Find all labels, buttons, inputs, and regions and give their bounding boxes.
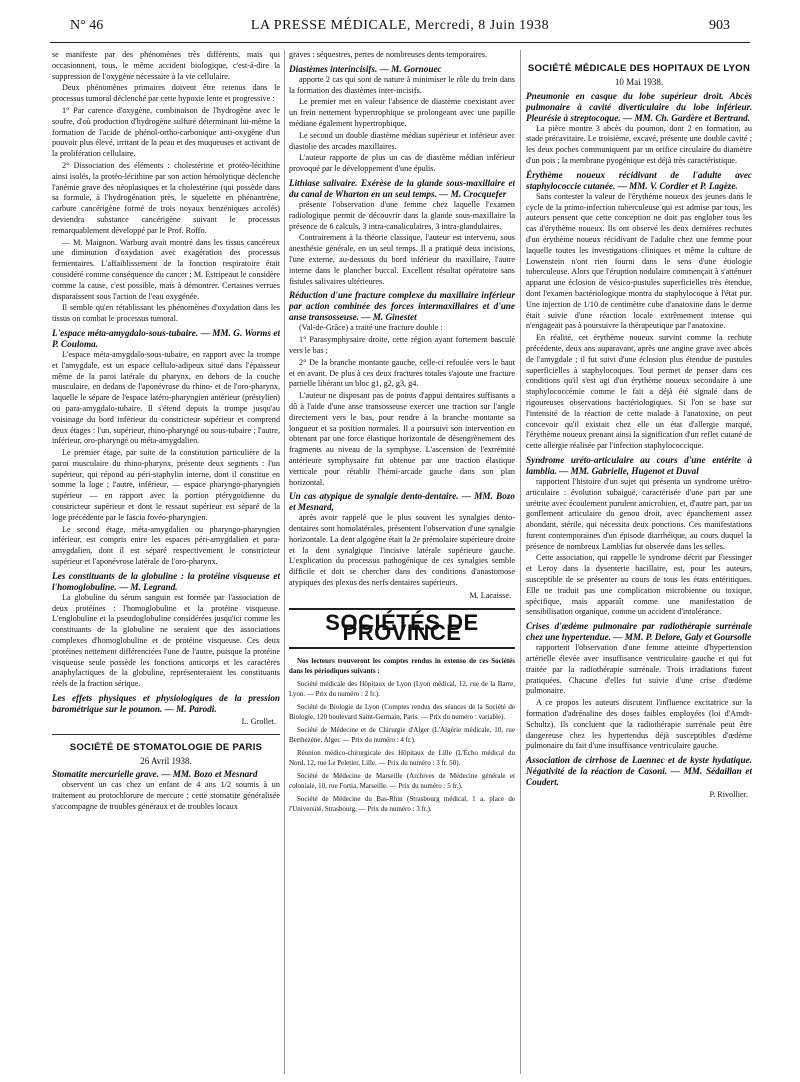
notice-item: Société de Médecine du Bas-Rhin (Strasbourg médical, 1 a, place de l'Université, Strasbourg. — Prix du numéro : 3 fr.). <box>289 795 515 813</box>
section-heading: Un cas atypique de synalgie dento-dentaire. — MM. Bozo et Mesnard, <box>289 491 515 513</box>
paragraph: Le premier met en valeur l'absence de diastème coexistant avec un frein nettement hypertrophique se prolongeant avec une papille médiane également hypertrophique. <box>289 97 515 128</box>
section-heading: Association de cirrhose de Laennec et de kyste hydatique. Négativité de la réaction de Casoni. — MM. Sédaillan et Coudert. <box>526 755 752 788</box>
paragraph: L'espace méta-amygdalo-sous-tubaire, en rapport avec la trompe et l'amygdale, est un espace cellulo-adipeux situé dans l'épaisseur même de la paroi latérale du pharynx, en dehors de la couche musculaire, en dedans de l'aponévrose du rhino- et de l'oro-pharynx, laquelle le sépare de l'espace latéro-pharyngien antérieur (préstylien) ou para-amygdalo-tubaire. Il s'étend depuis la trompe jusqu'au voisinage du bord inférieur du constricteur supérieur et comprend deux étages : l'un, supérieur, rhino-pharyngé ou sous-tubaire ; l'autre, inférieur, oro-pharyngé ou méta-amygdalien. <box>52 349 280 446</box>
paragraph: Contrairement à la théorie classique, l'auteur est intervenu, sous anesthésie générale, en un seul temps. Il a pratiqué deux incisions, l'une externe, au-dessous du bord inférieur du maxillaire, l'autre interne dans le plancher buccal. Excellent résultat opératoire sans fistules salivaires ultérieures. <box>289 233 515 286</box>
paragraph: observent un cas chez un enfant de 4 ans 1/2 soumis à un traitement au protochlorure de mercure ; cette stomatite généralisée s'accompagne de troubles généraux et de troubles locaux <box>52 780 280 812</box>
session-date: 26 Avril 1938. <box>140 755 192 766</box>
signature: L. Grollet. <box>241 717 276 727</box>
paragraph: après avoir rappelé que le plus souvent les synalgies dento-dentaires sont homolatérales, présentent l'observation d'une synalgie horizontale. La dent algogène était la 2e prémolaire supérieure droite et la dent synalgique l'incisive latérale supérieure gauche. L'explication du processus pathogénique de ces synalgies semble difficile et doit se chercher dans des conditions d'anastomose atypiques des plexus des nerfs dentaires supérieurs. <box>289 513 515 588</box>
signature: M. Lacaisse. <box>469 590 511 600</box>
paragraph: La pièce montre 3 abcès du poumon, dont 2 en formation, au stade précavitaire. Le troisième, excavé, présente une double cavité ; les deux poches communiquent par un orifice circulaire du diamètre d'un pois ; la membrane pyogénique est déjà très caractéristique. <box>526 123 752 165</box>
paragraph: L'auteur ne disposant pas de points d'appui dentaires suffisants a dû à l'aide d'une anse transosseuse exercer une traction sur l'angle directement vers le bas, pour rendre à la branche montante sa longueur et sa position normales. Il a poursuivi son intervention en obtenant par une force élastique horizontale de désengrènement des fragments au niveau de la symphyse. L'ascension de l'extrémité antérieure symphysaire fut obtenue par une traction élastique verticale pour rétablir l'hémi-arcade gauche dans son plan horizontal. <box>289 391 515 487</box>
paragraph: rapportent l'histoire d'un sujet qui présenta un syndrome urétro-articulaire : évolution subaiguë, caractérisée d'une part par une urétrite avec écoulement purulent amicrobien, et, d'autre part, par un gonflement articulaire du genou droit, avec épanchement assez abondant, stérile, qui nécessita deux ponctions. Ces manifestations furent contemporaines d'un épisode diarrhéique, au cours duquel la présence de nombreux Lamblias fut observée dans les selles. <box>526 476 752 551</box>
society-title: SOCIÉTÉ DE STOMATOLOGIE DE PARIS <box>69 741 263 753</box>
section-heading: Crises d'œdème pulmonaire par radiothérapie surrénale chez une hypertendue. — MM. P. Delore, Galy et Goursolle <box>526 621 752 643</box>
paragraph: apporte 2 cas qui sont de nature à minimiser le rôle du frein dans la formation des diastèmes inter-incisifs. <box>289 74 515 95</box>
paragraph: graves : séquestres, pertes de nombreuses dents temporaires. <box>289 50 488 59</box>
paragraph: L'auteur rapporte de plus un cas de diastème médian inférieur provoqué par le développement d'une épulis. <box>289 153 515 174</box>
notice-intro: Nos lecteurs trouveront les comptes rendus in extenso de ces Sociétés dans les périodiques suivants : <box>289 657 515 675</box>
notice-item: Société de Médecine de Marseille (Archives de Médecine générale et coloniale, 10, rue Fortia, Marseille. — Prix du numéro : 5 fr.). <box>289 772 515 790</box>
column-2 <box>289 50 515 1080</box>
section-heading: Diastèmes interincisifs. — M. Gornouec <box>289 63 442 74</box>
paragraph: présente l'observation d'une femme chez laquelle l'examen radiologique permit de découvrir dans la glande sous-maxillaire la présence de 6 calculs, 3 intra-canaliculaires, 3 intra-glandulaires. <box>289 199 515 231</box>
paragraph: Sans contester la valeur de l'érythème noueux des jeunes dans le cycle de la primo-infection tuberculeuse qui est admise par tous, les auteurs pensent que cette conception ne doit pas englober tous les cas d'érythème noueux. Ils ont observé les deux dernières rechutes d'un érythème noueux récidivant de l'adulte chez une femme pour laquelle toutes les investigations cliniques et même la culture de Lowenstein n'ont rien fourni dans le sens d'une étiologie tuberculeuse. Alors que l'éruption nodulaire commençait à s'atténuer apparut une éclosion de vésico-pustules superficielles très étendue, dont l'examen bactériologique montra du staphylocoque à l'état pur. Une injection de 1/10 de centimètre cube d'anatoxine dans le derme était suivie d'une réaction locale extrêmement intense qui n'engageait pas à poursuivre la thérapeutique par l'anatoxine. <box>526 191 752 331</box>
page-header <box>70 18 730 38</box>
section-heading: Érythème noueux récidivant de l'adulte avec staphylococcie cutanée. — MM. V. Cordier et P. Lagèze. <box>526 169 752 191</box>
issue-number: N° 46 <box>70 18 104 33</box>
paragraph: La globuline du sérum sanguin est formée par l'association de deux protéines : l'homoglobuline et la protéine visqueuse. L'englobuline et la pseudoglobuline considérées jusqu'ici comme les constituants de la globuline ne seraient que des associations complexes d'homoglobuline et de protéine visqueuse. Ces deux protéines nettement différenciées l'une de l'autre, puisque la protéine visqueuse seule possède les fonctions anticorps et les caractères anaphylactiques de la globuline, représenteraient les constituants réels de la fraction sérique. <box>52 592 280 689</box>
paragraph: A ce propos les auteurs discutent l'influence excitatrice sur la formation d'adrénaline des doses faibles employées (loi d'Arndt-Schultz). Ils concluent que la radiothérapie surrénale peut être dangereuse chez les hypertendus déjà susceptibles d'œdème pulmonaire du fait d'une insuffisance ventriculaire gauche. <box>526 698 752 751</box>
notice-item: Société de Biologie de Lyon (Comptes rendus des séances de la Société de Biologie, 120 boulevard Saint-Germain, Paris. — Prix du numéro : variable). <box>289 703 515 721</box>
paragraph: 1° Par carence d'oxygène, combinaison de l'hydrogène avec le soufre, d'où production d'hydrogène sulfuré déterminant lui-même la formation de l'acide de phénol-ortho-carbonique anti-oxygène d'un pouvoir plus élevé, irritant de la peau et des muqueuses et activant de la prolifération cellulaire. <box>52 105 280 159</box>
section-heading: Lithiase salivaire. Exérèse de la glande sous-maxillaire et du canal de Wharton en un seul temps. — M. Crocquefer <box>289 177 515 199</box>
paragraph: rapportent l'observation d'une femme atteinte d'hypertension artérielle élevée avec insuffisance ventriculaire gauche et qui fut traitée par la radiothérapie surrénale. Trois irradiations furent pratiquées. Chacune d'elles fut suivie d'une crise d'œdème pulmonaire. <box>526 643 752 696</box>
journal-title: LA PRESSE MÉDICALE, Mercredi, 8 Juin 1938 <box>250 18 550 33</box>
paragraph: 2° Dissociation des éléments : cholestérine et protéo-lécithine ainsi isolés, la protéo-lécithine par son action hémolytique déclenche l'anémie grave des néoplasiques et la cholestérine (qui possède dans sa formule, à l'hydrogénation près, le squelette en phénantrène, carbure cancérigène formé de trois noyaux benzéniques accolés) deviendra substance cancérigène suivant le processus remarquablement développé par le Prof. Roffo. <box>52 160 280 235</box>
page-number: 903 <box>709 18 730 33</box>
paragraph: Il semble qu'en rétablissant les phénomènes d'oxydation dans les tissus on combat le processus tumoral. <box>52 303 280 324</box>
divider <box>52 734 280 735</box>
paragraph: 1° Parasymphysaire droite, cette région ayant fortement basculé vers le bas ; <box>289 335 515 355</box>
notice-item: Société de Médecine et de Chirurgie d'Alger (L'Algérie médicale, 10, rue Berthezène, Alger. — Prix du numéro : 4 fr.). <box>289 726 515 744</box>
paragraph: Cette association, qui rappelle le syndrome décrit par Fiessinger et Leroy dans la dysenterie bacillaire, est, pour les auteurs, susceptible de se présenter au cours de tous les états entéritiques. Elle ne traduit pas une complication microbienne ou toxique, spécifique, mais apparaît comme une manifestation de sensibilisation organique, comme un accident d'intolérance. <box>526 553 752 617</box>
signature: P. Rivollier. <box>709 790 748 800</box>
paragraph: Le second un double diastème médian supérieur et inférieur avec diastolie des arcades maxillaires. <box>289 130 515 151</box>
section-banner: SOCIÉTÉS DE PROVINCE <box>289 608 515 650</box>
paragraph: Le second étage, méta-amygdalien ou pharyngo-pharyngien inférieur, est compris entre les espaces péri-amygdalien et para-amygdalien, dont il est séparé respectivement le constricteur supérieur et l'aponévrose latérale de l'oro-pharynx. <box>52 524 280 567</box>
paragraph: (Val-de-Grâce) a traité une fracture double : <box>299 323 443 333</box>
paragraph: se manifeste par des phénomènes très différents, mais qui occasionnent, tous, le même accident biologique, c'est-à-dire la suppression de l'oxygène nécessaire à la vie cellulaire. <box>52 50 280 81</box>
paragraph: 2° De la branche montante gauche, celle-ci refoulée vers le haut et en avant. De plus à ces deux fractures totales s'ajoute une fracture partielle libérant un bloc g1, g2, g3, g4. <box>289 357 515 389</box>
session-date: 10 Mai 1938. <box>614 76 664 87</box>
paragraph: En réalité, cet érythème noueux survint comme la rechute précédente, deux ans auparavant, après une angine grave avec abcès de l'amygdale ; il fut suivi d'une éclosion plus étendue de pustules superficielles à staphylocoques. Tout permet de penser dans ces conditions qu'il s'est agi d'un érythème noueux secondaire à une staphylococcémie comme le fait a déjà été signalé dans de rigoureuses observations bactériologiques. Si l'on se base sur l'intensité de la réaction de cette malade à l'anatoxine, on peut concevoir qu'il existait chez elle un état d'allergie marqué, l'érythème noueux prenant ainsi la signification d'un reflet cutané de cette allergie réalisée par l'infection staphylococcique. <box>526 333 752 451</box>
notice-item: Société médicale des Hôpitaux de Lyon (Lyon médical, 12, rue de la Barre, Lyon. — Prix du numéro : 2 fr.). <box>289 680 515 698</box>
paragraph: — M. Maignon. Warburg avait montré dans les tissus cancéreux une diminution d'oxydation avec exagération des processus fermentaires. L'affaiblissement de la fonction respiratoire était considéré comme conséquence du cancer ; M. Estripeaut le considère comme la cause, c'est possible, mais à démontrer. Certaines verrues disparaissent sous l'action de l'eau oxygénée. <box>52 237 280 301</box>
paragraph: Deux phénomènes primaires doivent être retenus dans le processus tumoral déclenché par cette hypoxie lente et progressive : <box>52 83 280 104</box>
society-title: SOCIÉTÉ MÉDICALE DES HOPITAUX DE LYON <box>527 63 751 74</box>
column-1 <box>52 50 280 1080</box>
column-3 <box>526 50 752 1080</box>
section-heading: Les effets physiques et physiologiques de la pression barométrique sur le poumon. — M. Parodi. <box>52 693 280 715</box>
section-heading: Pneumonie en casque du lobe supérieur droit. Abcès pulmonaire à cavité diverticulaire du lobe inférieur. Pleurésie à streptocoque. — MM. Ch. Gardère et Bertrand. <box>526 90 752 123</box>
section-heading: Les constituants de la globuline : la protéine visqueuse et l'homoglobuline. — M. Legrand. <box>52 570 280 592</box>
column-divider <box>284 50 285 1074</box>
section-heading: Stomatite mercurielle grave. — MM. Bozo et Mesnard <box>52 769 258 780</box>
periodicals-notice <box>289 657 515 814</box>
paragraph: Le premier étage, par suite de la constitution particulière de la paroi musculaire du rhino-pharynx, présente deux segments : l'un supérieur, qui répond au péri-staphylin interne, dont il constitue en somme la loge ; l'autre, inférieur, — espace pharyngo-pharyngien supérieur — en rapport avec la portion ptérygoïdienne du constricteur supérieur et dont le ressaut supérieur est séparé de la loge précédente par le fascia fovéo-pharyngien. <box>52 448 280 522</box>
section-heading: Syndrome uréto-articulaire au cours d'une entérite à lamblia. — MM. Gabrielle, Hugenot et Duval <box>526 454 752 476</box>
notice-item: Réunion médico-chirurgicale des Hôpitaux de Lille (L'Écho médical du Nord, 12, rue Le Peletier, Lille. — Prix du numéro : 3 fr. 50). <box>289 749 515 767</box>
column-divider <box>520 50 521 1074</box>
section-heading: L'espace méta-amygdalo-sous-tubaire. — MM. G. Worms et P. Couloma. <box>52 327 280 349</box>
section-heading: Réduction d'une fracture complexe du maxillaire inférieur par action combinée des forces intermaxillaires et d'une anse transosseuse. — M. Ginestet <box>289 290 515 323</box>
header-rule <box>50 42 750 43</box>
